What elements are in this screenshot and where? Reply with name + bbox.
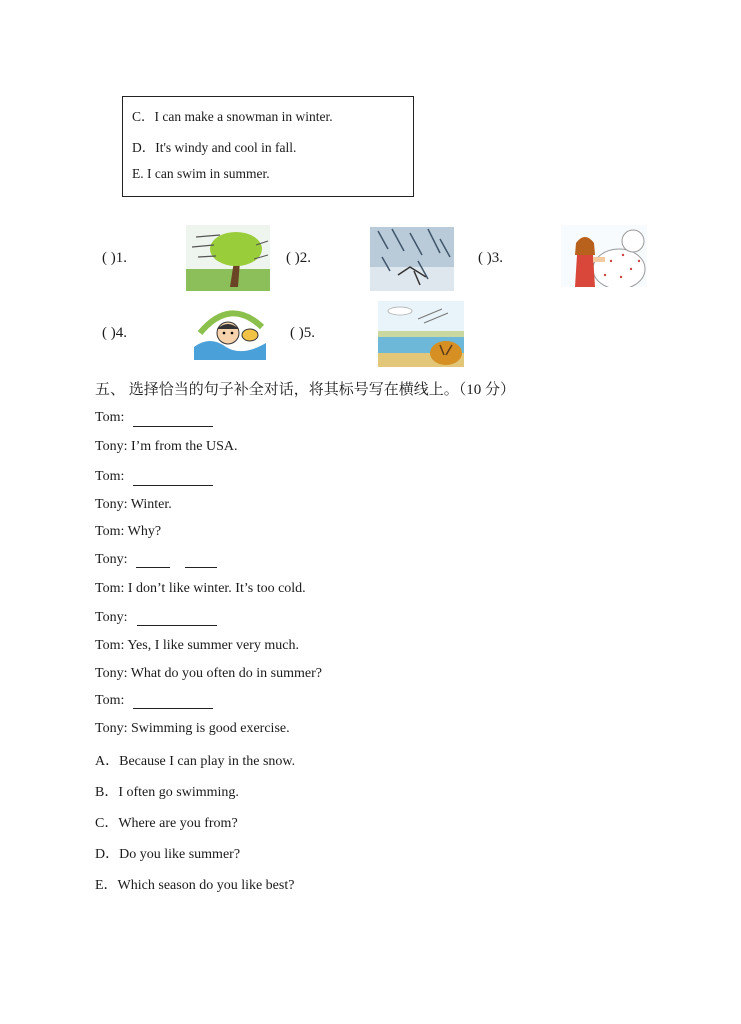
- choice-a: A．Because I can play in the snow.: [95, 754, 296, 769]
- picture-label-4: ( )4.: [102, 325, 127, 341]
- choice-b: B．I often go swimming.: [95, 785, 239, 800]
- snowman-girl-picture: [561, 225, 647, 287]
- dialogue-line-7: Tom: I don’t like winter. It’s too cold.: [95, 581, 306, 596]
- rain-picture: [370, 227, 454, 291]
- dialogue-line-1: Tom:: [95, 410, 125, 425]
- answer-blank-1[interactable]: [133, 426, 213, 427]
- picture-label-3: ( )3.: [478, 250, 503, 266]
- dialogue-line-9: Tom: Yes, I like summer very much.: [95, 638, 299, 653]
- choice-d: D．Do you like summer?: [95, 847, 241, 862]
- answer-blank-5[interactable]: [133, 708, 213, 709]
- picture-label-1: ( )1.: [102, 250, 127, 266]
- section-5-heading: 五、 选择恰当的句子补全对话，将其标号写在横线上。（10 分）: [95, 382, 516, 398]
- option-d: D．It's windy and cool in fall.: [132, 140, 297, 155]
- dialogue-line-3: Tom:: [95, 469, 125, 484]
- dialogue-line-2: Tony: I’m from the USA.: [95, 439, 238, 454]
- dialogue-line-8: Tony:: [95, 610, 128, 625]
- answer-blank-3b[interactable]: [185, 567, 217, 568]
- option-c: C．I can make a snowman in winter.: [132, 109, 333, 124]
- dialogue-line-11: Tom:: [95, 693, 125, 708]
- options-box: [122, 96, 414, 197]
- dialogue-line-10: Tony: What do you often do in summer?: [95, 666, 323, 681]
- dialogue-line-6: Tony:: [95, 552, 128, 567]
- choice-e: E．Which season do you like best?: [95, 878, 295, 893]
- picture-label-5: ( )5.: [290, 325, 315, 341]
- dialogue-line-12: Tony: Swimming is good exercise.: [95, 721, 290, 736]
- swimming-boy-picture: [190, 303, 270, 360]
- windy-tree-picture: [186, 225, 270, 291]
- autumn-lake-picture: [378, 301, 464, 367]
- answer-blank-3a[interactable]: [136, 567, 170, 568]
- option-e: E. I can swim in summer.: [132, 166, 270, 181]
- choice-c: C．Where are you from?: [95, 816, 238, 831]
- dialogue-line-4: Tony: Winter.: [95, 497, 172, 512]
- answer-blank-2[interactable]: [133, 485, 213, 486]
- dialogue-line-5: Tom: Why?: [95, 524, 162, 539]
- picture-label-2: ( )2.: [286, 250, 311, 266]
- answer-blank-4[interactable]: [137, 625, 217, 626]
